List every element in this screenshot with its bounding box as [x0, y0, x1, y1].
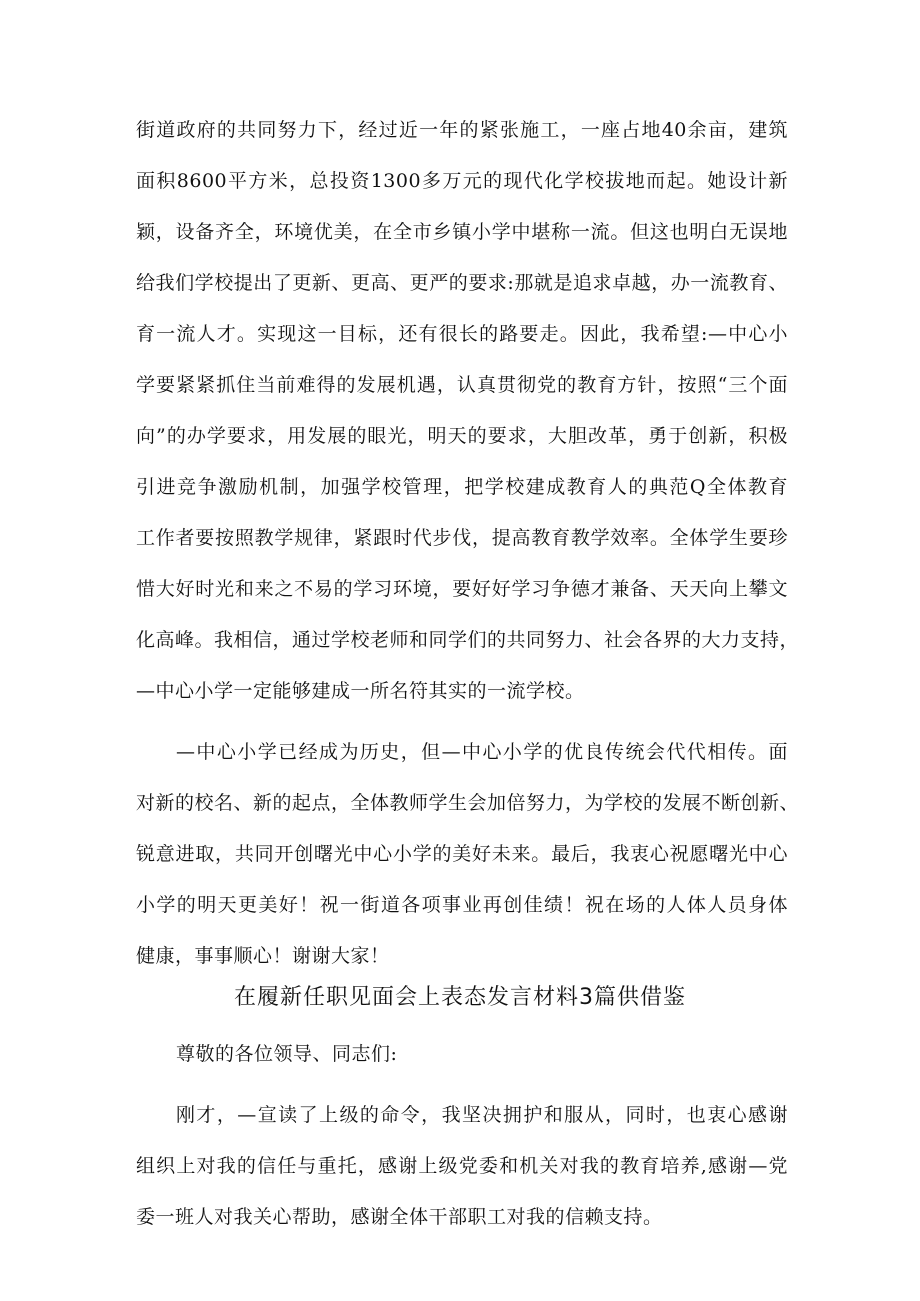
section-title: 在履新任职见面会上表态发言材料3篇供借鉴	[234, 985, 686, 1010]
salutation: 尊敬的各位领导、同志们:	[176, 1043, 398, 1065]
text-line: 育一流人才。实现这一目标，还有很长的路要走。因此，我希望:—中心小	[136, 323, 788, 345]
text-line: 锐意进取，共同开创曙光中心小学的美好未来。最后，我衷心祝愿曙光中心	[136, 843, 788, 865]
text-line: 对新的校名、新的起点，全体教师学生会加倍努力，为学校的发展不断创新、	[136, 792, 800, 814]
text-line: 小学的明天更美好！祝一街道各项事业再创佳绩！祝在场的人体人员身体	[136, 894, 788, 916]
text-line: 街道政府的共同努力下，经过近一年的紧张施工，一座占地40余亩，建筑	[136, 119, 788, 141]
text-line: 引进竞争激励机制，加强学校管理，把学校建成教育人的典范Q全体教育	[136, 476, 788, 498]
text-line: 化高峰。我相信，通过学校老师和同学们的共同努力、社会各界的大力支持，	[136, 629, 800, 651]
text-line: 惜大好时光和来之不易的学习环境，要好好学习争德才兼备、天天向上攀文	[136, 578, 788, 600]
text-line: 工作者要按照教学规律，紧跟时代步伐，提高教育教学效率。全体学生要珍	[136, 527, 788, 549]
text-line: 向”的办学要求，用发展的眼光，明天的要求，大胆改革，勇于创新，积极	[136, 425, 788, 447]
text-line: 委一班人对我关心帮助，感谢全体干部职工对我的信赖支持。	[136, 1206, 663, 1228]
text-line: 给我们学校提出了更新、更高、更严的要求:那就是追求卓越，办一流教育、	[136, 272, 788, 294]
text-line: —中心小学已经成为历史，但—中心小学的优良传统会代代相传。面	[176, 741, 788, 763]
text-line: 学要紧紧抓住当前难得的发展机遇，认真贯彻党的教育方针，按照“三个面	[136, 374, 788, 396]
text-line: 健康，事事顺心！谢谢大家！	[136, 945, 390, 967]
text-line: 颖，设备齐全，环境优美，在全市乡镇小学中堪称一流。但这也明白无误地	[136, 221, 788, 243]
text-line: 刚才，—宣读了上级的命令，我坚决拥护和服从，同时，也衷心感谢	[176, 1104, 788, 1126]
text-line: 面积8600平方米，总投资1300多万元的现代化学校拔地而起。她设计新	[136, 170, 788, 192]
text-line: —中心小学一定能够建成一所名符其实的一流学校。	[136, 680, 585, 702]
text-line: 组织上对我的信任与重托，感谢上级党委和机关对我的教育培养,感谢—党	[136, 1155, 788, 1177]
